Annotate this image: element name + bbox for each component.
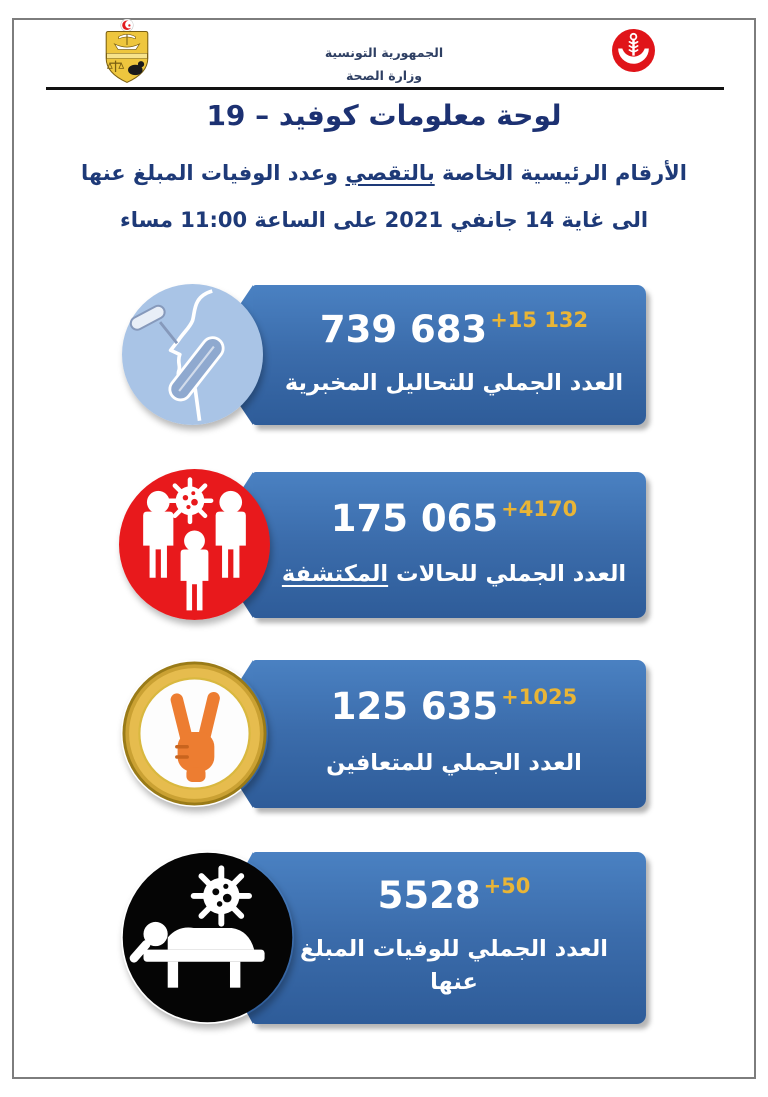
victory-hand-icon (121, 660, 268, 807)
stat-delta: +15 132 (490, 307, 589, 332)
stat-value: 175 065 (330, 496, 499, 540)
stat-value: 739 683 (319, 307, 488, 351)
header-divider (46, 87, 724, 90)
subtitle-line-1 (0, 161, 768, 185)
nasal-swab-test-icon (122, 284, 263, 425)
stat-value-row (331, 498, 577, 541)
subtitle-line-2: الى غاية 14 جانفي 2021 على الساعة 11:00 مساء (119, 208, 649, 232)
health-ministry-logo-icon (611, 28, 656, 73)
stat-label: العدد الجملي للوفيات المبلغ عنها (299, 936, 608, 995)
stat-card-deaths (252, 852, 646, 1024)
subtitle-part: الأرقام الرئيسية الخاصة (434, 161, 688, 185)
death-bed-virus-icon (121, 851, 294, 1024)
stat-delta: +1025 (501, 685, 578, 710)
subtitle-underlined-word: بالتقصي (345, 161, 435, 185)
republic-name: الجمهورية التونسية (324, 45, 444, 60)
page-title: لوحة معلومات كوفيد – 19 (206, 99, 562, 132)
stat-label: العدد الجملي للتحاليل المخبرية (284, 369, 624, 396)
stat-card-detected-cases (252, 472, 646, 618)
stat-value-row (331, 686, 577, 729)
ministry-name: وزارة الصحة (345, 68, 423, 83)
stat-value: 5528 (377, 874, 481, 918)
stat-delta: +4170 (501, 496, 578, 521)
people-virus-icon (119, 469, 270, 620)
stat-label: العدد الجملي للحالات المكتشفة (281, 560, 627, 587)
stat-delta: +50 (483, 874, 531, 899)
stat-label: العدد الجملي للمتعافين (326, 750, 582, 777)
stat-value: 125 635 (330, 685, 499, 729)
stat-card-lab-tests (252, 285, 646, 425)
subtitle-part: وعدد الوفيات المبلغ عنها (80, 161, 346, 185)
stat-card-recovered (252, 660, 646, 808)
stat-value-row (320, 309, 588, 352)
stat-value-row (378, 875, 531, 918)
